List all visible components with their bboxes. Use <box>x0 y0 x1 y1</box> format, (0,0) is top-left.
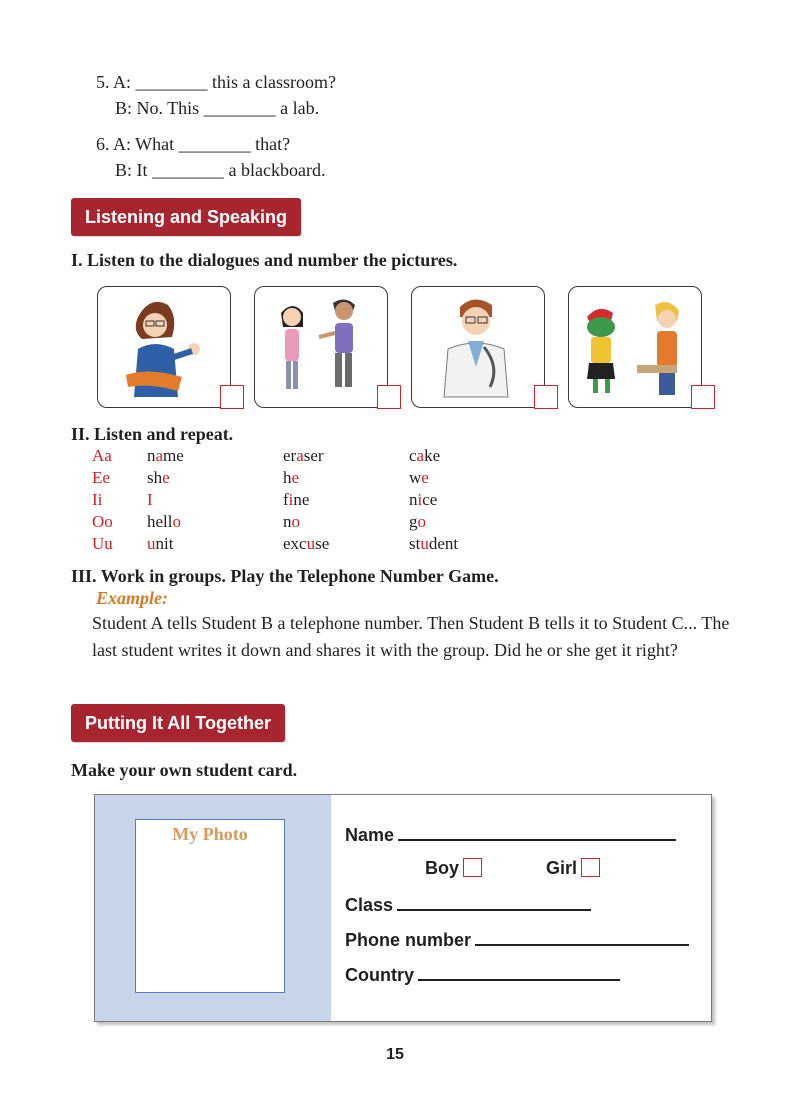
class-label: Class <box>345 895 394 915</box>
phone-field[interactable] <box>345 928 689 951</box>
phonics-word: fine <box>283 490 310 509</box>
example-label: Example: <box>96 588 168 608</box>
task-4-heading: Make your own student card. <box>71 760 298 780</box>
exercise-5-a: 5. A: ________ this a classroom? <box>96 72 336 92</box>
country-line[interactable] <box>418 963 620 981</box>
phone-label: Phone number <box>345 930 472 950</box>
country-field[interactable] <box>345 963 620 986</box>
photo-frame[interactable] <box>135 819 285 993</box>
answer-box-3[interactable] <box>534 385 558 409</box>
phonics-word: excuse <box>283 534 330 553</box>
picture-teacher <box>97 286 231 408</box>
phonics-word: he <box>283 468 300 487</box>
picture-kids-talking <box>568 286 702 408</box>
class-line[interactable] <box>397 893 591 911</box>
phonics-letter: Ee <box>92 468 110 487</box>
phonics-word: go <box>409 512 426 531</box>
exercise-6-a: 6. A: What ________ that? <box>96 134 291 154</box>
phonics-word: eraser <box>283 446 324 465</box>
doctor-illustration <box>412 287 546 409</box>
phonics-letter: Uu <box>92 534 113 553</box>
phonics-word: name <box>147 446 184 465</box>
card-photo-panel <box>95 795 331 1021</box>
phonics-word: nice <box>409 490 438 509</box>
task-1-heading: I. Listen to the dialogues and number the pictures. <box>71 250 458 270</box>
section-banner-listening: Listening and Speaking <box>71 198 301 236</box>
phonics-word: we <box>409 468 429 487</box>
boy-option[interactable] <box>425 858 482 879</box>
answer-box-4[interactable] <box>691 385 715 409</box>
exercise-6-b: B: It ________ a blackboard. <box>115 160 326 180</box>
boy-label: Boy <box>425 858 460 878</box>
phonics-word: unit <box>147 534 174 553</box>
example-paragraph: Student A tells Student B a telephone number. Then Student B tells it to Student C... The last student writes it down and shares it with the group. Did he or she get it right? <box>92 613 730 660</box>
picture-doctor <box>411 286 545 408</box>
girl-checkbox[interactable] <box>581 858 600 877</box>
section-banner-together: Putting It All Together <box>71 704 285 742</box>
photo-label: My Photo <box>172 824 248 844</box>
phonics-word: she <box>147 468 170 487</box>
name-field[interactable] <box>345 823 676 846</box>
phonics-word: no <box>283 512 300 531</box>
phonics-word: I <box>147 490 153 509</box>
page-number: 15 <box>386 1046 404 1063</box>
exercise-5-b: B: No. This ________ a lab. <box>115 98 320 118</box>
name-label: Name <box>345 825 395 845</box>
girl-option[interactable] <box>546 858 600 879</box>
task-2-heading: II. Listen and repeat. <box>71 424 234 444</box>
phonics-word: hello <box>147 512 181 531</box>
phonics-letter: Aa <box>92 446 112 465</box>
picture-two-students <box>254 286 388 408</box>
phonics-word: student <box>409 534 459 553</box>
answer-box-1[interactable] <box>220 385 244 409</box>
girl-label: Girl <box>546 858 578 878</box>
boy-checkbox[interactable] <box>463 858 482 877</box>
class-field[interactable] <box>345 893 591 916</box>
phonics-word: cake <box>409 446 441 465</box>
phonics-letter: Oo <box>92 512 113 531</box>
kids-talking-illustration <box>569 287 703 409</box>
student-card <box>94 794 712 1022</box>
country-label: Country <box>345 965 414 985</box>
two-students-illustration <box>255 287 389 409</box>
task-3-heading: III. Work in groups. Play the Telephone Number Game. <box>71 566 499 586</box>
name-line[interactable] <box>398 823 676 841</box>
answer-box-2[interactable] <box>377 385 401 409</box>
teacher-illustration <box>98 287 232 409</box>
phonics-letter: Ii <box>92 490 103 509</box>
phone-line[interactable] <box>475 928 689 946</box>
